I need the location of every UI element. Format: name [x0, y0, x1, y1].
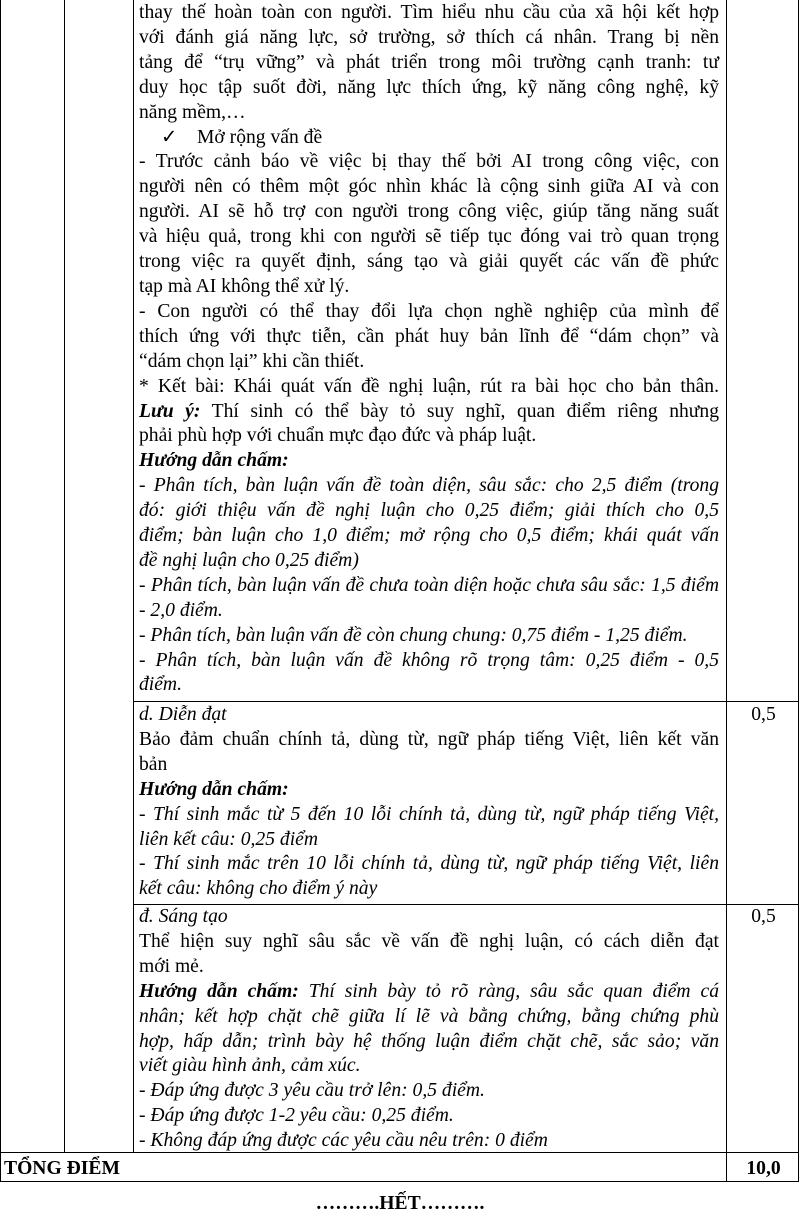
section-e-score: 0,5: [751, 906, 776, 927]
checkmark-icon: ✓: [161, 126, 178, 148]
text-line: với đánh giá năng lực, sở trường, sở thích cá nhân. Trang bị nền: [139, 26, 719, 48]
section-e-cell: [139, 905, 719, 1154]
text-line: trong việc ra quyết định, sáng tạo và giải quyết các vấn đề phức: [139, 251, 719, 273]
guide-line: [139, 980, 719, 1005]
text-line: Thể hiện suy nghĩ sâu sắc về vấn đề nghị luận, có cách diễn đạt: [139, 930, 719, 952]
total-label: TỔNG ĐIỂM: [4, 1158, 120, 1179]
guide-text: Thí sinh bày tỏ rõ ràng, sâu sắc quan điểm cá: [298, 980, 720, 1002]
guide-line: kết câu: không cho điểm ý này: [139, 878, 378, 900]
guide-line: viết giàu hình ảnh, cảm xúc.: [139, 1055, 361, 1077]
expand-heading: [139, 126, 719, 151]
note-label: Lưu ý:: [139, 400, 201, 422]
text-line: tảng để “trụ vững” và phát triển trong môi trường cạnh tranh: tư: [139, 51, 719, 73]
end-marker: ……….HẾT……….: [315, 1193, 485, 1214]
guide-line: hợp, hấp dẫn; trình bày hệ thống luận điểm chặt chẽ, sắc sảo; văn: [139, 1030, 719, 1052]
guide-line: - Thí sinh mắc từ 5 đến 10 lỗi chính tả, dùng từ, ngữ pháp tiếng Việt,: [139, 803, 719, 825]
text-line: và hiệu quả, trong khi con người sẽ tiếp tục đóng vai trò quan trọng: [139, 226, 719, 248]
note-line: phải phù hợp với chuẩn mực đạo đức và pháp luật.: [139, 425, 537, 447]
section-d-score: 0,5: [751, 704, 776, 725]
text-line: “dám chọn lại” khi cần thiết.: [139, 350, 365, 372]
guide-line: - Phân tích, bàn luận vấn đề toàn diện, sâu sắc: cho 2,5 điểm (trong: [139, 475, 719, 497]
conclusion-line: * Kết bài: Khái quát vấn đề nghị luận, rút ra bài học cho bản thân.: [139, 375, 719, 397]
text-line: thay thế hoàn toàn con người. Tìm hiểu nhu cầu của xã hội kết hợp: [139, 2, 719, 23]
table-border-right: [798, 0, 799, 1182]
guide-line: - Đáp ứng được 3 yêu cầu trở lên: 0,5 điểm.: [139, 1080, 485, 1102]
text-line: mới mẻ.: [139, 955, 204, 977]
text-line: duy học tập suốt đời, năng lực thích ứng, kỹ năng công nghệ, kỹ: [139, 76, 719, 98]
guide-line: - Phân tích, bàn luận vấn đề không rõ trọng tâm: 0,25 điểm - 0,5: [139, 649, 719, 671]
section-c-cell: [139, 1, 719, 698]
guide-line: nhân; kết hợp chặt chẽ giữa lí lẽ và bằng chứng, bằng chứng phù: [139, 1005, 719, 1027]
guide-line: điểm.: [139, 674, 182, 696]
guide-line: - Không đáp ứng được các yêu cầu nêu trên: 0 điểm: [139, 1130, 548, 1152]
note-line: [139, 400, 719, 425]
text-line: Bảo đảm chuẩn chính tả, dùng từ, ngữ pháp tiếng Việt, liên kết văn: [139, 728, 719, 750]
section-d-cell: [139, 703, 719, 902]
guide-line: liên kết câu: 0,25 điểm: [139, 828, 319, 850]
text-line: người. AI sẽ hỗ trợ con người trong công việc, giúp tăng năng suất: [139, 201, 719, 223]
text-line: năng mềm,…: [139, 101, 246, 123]
guide-line: - Phân tích, bàn luận vấn đề chưa toàn diện hoặc chưa sâu sắc: 1,5 điểm: [139, 574, 719, 596]
text-line: người nên có thêm một góc nhìn khác là cộng sinh giữa AI và con: [139, 176, 719, 198]
table-border-bottom: [0, 1181, 799, 1182]
text-line: bản: [139, 753, 168, 775]
guide-label: Hướng dẫn chấm:: [139, 450, 289, 472]
guide-line: đó: giới thiệu vấn đề nghị luận cho 0,25 điểm; giải thích cho 0,5: [139, 500, 719, 522]
section-title: đ. Sáng tạo: [139, 906, 228, 927]
text-line: thích ứng với thực tiễn, cần phát huy bản lĩnh để “dám chọn” và: [139, 325, 719, 347]
note-text: Thí sinh có thể bày tỏ suy nghĩ, quan điểm riêng nhưng: [200, 400, 719, 422]
section-title: d. Diễn đạt: [139, 704, 227, 725]
text-line: tạp mà AI không thể xử lý.: [139, 275, 350, 297]
guide-line: - Đáp ứng được 1-2 yêu cầu: 0,25 điểm.: [139, 1105, 454, 1127]
column-divider-2: [133, 0, 134, 1152]
guide-line: - 2,0 điểm.: [139, 599, 223, 621]
guide-line: đề nghị luận cho 0,25 điểm): [139, 549, 359, 571]
total-score: 10,0: [746, 1158, 781, 1179]
expand-heading-text: Mở rộng vấn đề: [197, 126, 323, 148]
guide-line: - Thí sinh mắc trên 10 lỗi chính tả, dùng từ, ngữ pháp tiếng Việt, liên: [139, 853, 719, 875]
guide-label: Hướng dẫn chấm:: [139, 778, 289, 800]
guide-line: - Phân tích, bàn luận vấn đề còn chung chung: 0,75 điểm - 1,25 điểm.: [139, 624, 688, 646]
text-line: - Con người có thể thay đổi lựa chọn nghề nghiệp của mình để: [139, 300, 719, 322]
row-divider-d: [133, 701, 799, 702]
table-border-left: [0, 0, 1, 1182]
guide-label: Hướng dẫn chấm:: [139, 980, 299, 1002]
guide-line: điểm; bàn luận cho 1,0 điểm; mở rộng cho 0,5 điểm; khái quát vấn: [139, 525, 719, 547]
column-divider-1: [64, 0, 65, 1152]
text-line: - Trước cảnh báo về việc bị thay thế bởi AI trong công việc, con: [139, 151, 719, 173]
column-divider-3: [726, 0, 727, 1182]
